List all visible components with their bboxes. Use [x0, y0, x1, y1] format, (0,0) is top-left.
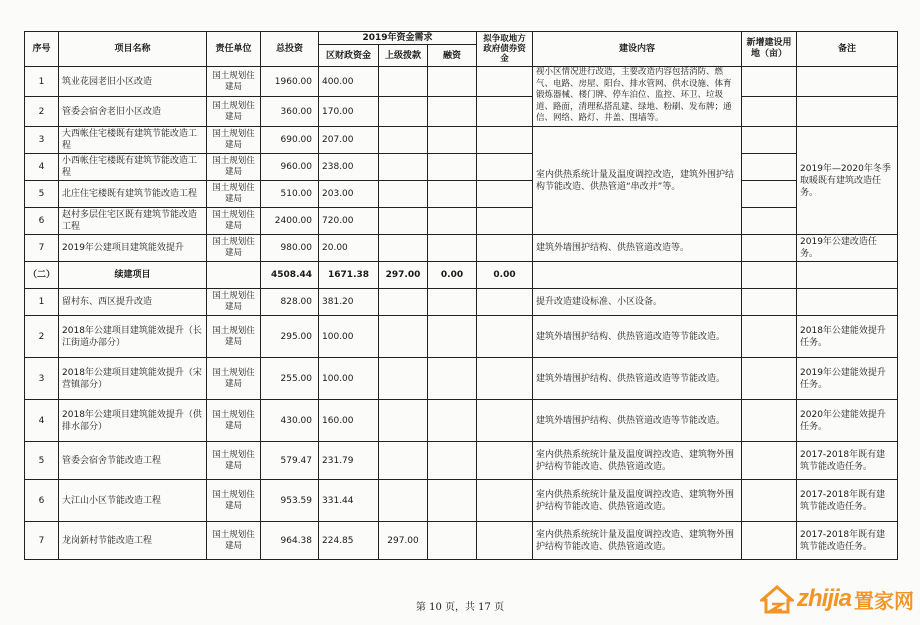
table-row — [25, 522, 898, 560]
header-content: 建设内容 — [533, 32, 742, 67]
row-dept: 国土规划住建局 — [207, 235, 261, 262]
table-row — [25, 97, 898, 127]
row-dept: 国土规划住建局 — [207, 181, 261, 208]
row-content: 建筑外墙围护结构、供热管道改造等节能改造。 — [533, 400, 742, 442]
row-seq: 5 — [25, 181, 59, 208]
row-name: 大江山小区节能改造工程 — [59, 480, 207, 522]
row-content: 室内供热系统统计量及温度调控改造、建筑物外围护结构节能改造、供热管道改造。 — [533, 522, 742, 560]
row-district: 203.00 — [319, 181, 379, 208]
row-dept: 国土规划住建局 — [207, 289, 261, 316]
row-district: 331.44 — [319, 480, 379, 522]
header-name: 项目名称 — [59, 32, 207, 67]
row-dept: 国土规划住建局 — [207, 442, 261, 480]
header-need-group: 2019年资金需求 — [319, 32, 477, 45]
page-footer: 第 10 页，共 17 页 — [415, 602, 505, 613]
row-total: 360.00 — [261, 97, 319, 127]
row-seq: 3 — [25, 358, 59, 400]
watermark-cn: 置家网 — [854, 590, 914, 613]
row-district: 207.00 — [319, 127, 379, 154]
investment-table — [24, 31, 898, 560]
table-row — [25, 208, 898, 235]
row-note: 2018年公建能效提升任务。 — [797, 316, 898, 358]
row-total: 295.00 — [261, 316, 319, 358]
row-district: 720.00 — [319, 208, 379, 235]
row-content: 建筑外墙围护结构、供热管道改造等节能改造。 — [533, 316, 742, 358]
row-district: 100.00 — [319, 358, 379, 400]
row-note — [797, 289, 898, 316]
row-total: 2400.00 — [261, 208, 319, 235]
section-bond: 0.00 — [477, 262, 533, 289]
row-name: 筑业花园老旧小区改造 — [59, 67, 207, 97]
row-dept: 国土规划住建局 — [207, 480, 261, 522]
row-seq: 2 — [25, 97, 59, 127]
row-content: 室内供热系统统计量及温度调控改造、建筑物外围护结构节能改造、供热管道改造。 — [533, 442, 742, 480]
row-seq: 7 — [25, 522, 59, 560]
header-dept: 责任单位 — [207, 32, 261, 67]
group2-content: 室内供热系统计量及温度调控改造，建筑外围护结构节能改造、供热管道“串改并”等。 — [533, 127, 742, 235]
row-dept: 国土规划住建局 — [207, 67, 261, 97]
table-row — [25, 289, 898, 316]
house-logo-icon — [760, 584, 794, 614]
row-total: 1960.00 — [261, 67, 319, 97]
row-seq: 7 — [25, 235, 59, 262]
row-note: 2020年公建能效提升任务。 — [797, 400, 898, 442]
row-dept: 国土规划住建局 — [207, 208, 261, 235]
row-total: 510.00 — [261, 181, 319, 208]
row-seq: 4 — [25, 154, 59, 181]
row-dept: 国土规划住建局 — [207, 358, 261, 400]
row-name: 2018年公建项目建筑能效提升（宋营镇部分） — [59, 358, 207, 400]
row-seq: 1 — [25, 289, 59, 316]
row-dept: 国土规划住建局 — [207, 127, 261, 154]
row-district: 20.00 — [319, 235, 379, 262]
row-total: 980.00 — [261, 235, 319, 262]
section-upper: 297.00 — [379, 262, 428, 289]
row-note: 2017-2018年既有建筑节能改造任务。 — [797, 522, 898, 560]
row-seq: 5 — [25, 442, 59, 480]
section-seq: （二） — [25, 262, 59, 289]
row-seq: 3 — [25, 127, 59, 154]
header-bond: 拟争取地方政府债券资金 — [477, 32, 533, 67]
table-row — [25, 480, 898, 522]
header-upper: 上级拨款 — [379, 45, 428, 67]
row-seq: 6 — [25, 480, 59, 522]
row-total: 255.00 — [261, 358, 319, 400]
row-seq: 6 — [25, 208, 59, 235]
row-note: 2019年公建改造任务。 — [797, 235, 898, 262]
table-row — [25, 154, 898, 181]
row-name: 留村东、西区提升改造 — [59, 289, 207, 316]
row-district: 170.00 — [319, 97, 379, 127]
row-name: 赵村多层住宅区既有建筑节能改造工程 — [59, 208, 207, 235]
group2-note: 2019年—2020年冬季取暖既有建筑改造任务。 — [797, 127, 898, 235]
header-district: 区财政资金 — [319, 45, 379, 67]
row-dept: 国土规划住建局 — [207, 522, 261, 560]
row-seq: 1 — [25, 67, 59, 97]
section-name: 续建项目 — [59, 262, 207, 289]
section-row — [25, 262, 898, 289]
row-content: 建筑外墙围护结构、供热管道改造等。 — [533, 235, 742, 262]
row-district: 100.00 — [319, 316, 379, 358]
table-row — [25, 442, 898, 480]
row-name: 北庄住宅楼既有建筑节能改造工程 — [59, 181, 207, 208]
row-dept: 国土规划住建局 — [207, 154, 261, 181]
row-district: 231.79 — [319, 442, 379, 480]
table-row — [25, 400, 898, 442]
row-content: 建筑外墙围护结构、供热管道改造等节能改造。 — [533, 358, 742, 400]
row-seq: 4 — [25, 400, 59, 442]
row-name: 管委会宿舍老旧小区改造 — [59, 97, 207, 127]
row-note: 2017-2018年既有建筑节能改造任务。 — [797, 442, 898, 480]
row-name: 管委会宿舍节能改造工程 — [59, 442, 207, 480]
row-total: 430.00 — [261, 400, 319, 442]
row-name: 大西帐住宅楼既有建筑节能改造工程 — [59, 127, 207, 154]
watermark-brand: zhijia — [796, 585, 851, 612]
row-total: 828.00 — [261, 289, 319, 316]
row-district: 400.00 — [319, 67, 379, 97]
row-upper: 297.00 — [379, 522, 428, 560]
row-name: 2018年公建项目建筑能效提升（长江街道办部分） — [59, 316, 207, 358]
row-total: 953.59 — [261, 480, 319, 522]
header-note: 备注 — [797, 32, 898, 67]
row-content: 室内供热系统统计量及温度调控改造、建筑物外围护结构节能改造、供热管道改造。 — [533, 480, 742, 522]
header-seq: 序号 — [25, 32, 59, 67]
row-name: 2019年公建项目建筑能效提升 — [59, 235, 207, 262]
row-district: 160.00 — [319, 400, 379, 442]
row-name: 龙岗新村节能改造工程 — [59, 522, 207, 560]
row-note: 2019年公建能效提升任务。 — [797, 358, 898, 400]
row-name: 小西帐住宅楼既有建筑节能改造工程 — [59, 154, 207, 181]
header-finance: 融资 — [428, 45, 477, 67]
header-land: 新增建设用地（亩） — [742, 32, 797, 67]
section-district: 1671.38 — [319, 262, 379, 289]
row-district: 381.20 — [319, 289, 379, 316]
row-total: 690.00 — [261, 127, 319, 154]
row-note: 2017-2018年既有建筑节能改造任务。 — [797, 480, 898, 522]
table-row — [25, 316, 898, 358]
row-total: 964.38 — [261, 522, 319, 560]
row-name: 2018年公建项目建筑能效提升（供排水部分） — [59, 400, 207, 442]
section-finance: 0.00 — [428, 262, 477, 289]
watermark — [760, 584, 914, 614]
table-row — [25, 181, 898, 208]
section-total: 4508.44 — [261, 262, 319, 289]
row-total: 579.47 — [261, 442, 319, 480]
row-district: 224.85 — [319, 522, 379, 560]
row-dept: 国土规划住建局 — [207, 316, 261, 358]
row-dept: 国土规划住建局 — [207, 97, 261, 127]
row-dept: 国土规划住建局 — [207, 400, 261, 442]
table-row — [25, 67, 898, 97]
header-total: 总投资 — [261, 32, 319, 67]
row-content: 提升改造建设标准、小区设备。 — [533, 289, 742, 316]
group1-content: 视小区情况进行改造，主要改造内容包括消防、燃气、电路、房屋、阳台、排水管网、供水设施、体育锻炼器械、楼门牌、停车泊位、监控、环卫、垃圾道、路面，清理私搭乱建、绿地、粉刷、发布牌；通信、网络、路灯、井盖、围墙等。 — [533, 67, 742, 127]
table-row — [25, 358, 898, 400]
row-seq: 2 — [25, 316, 59, 358]
row-district: 238.00 — [319, 154, 379, 181]
row-total: 960.00 — [261, 154, 319, 181]
table-row — [25, 127, 898, 154]
table-row — [25, 235, 898, 262]
